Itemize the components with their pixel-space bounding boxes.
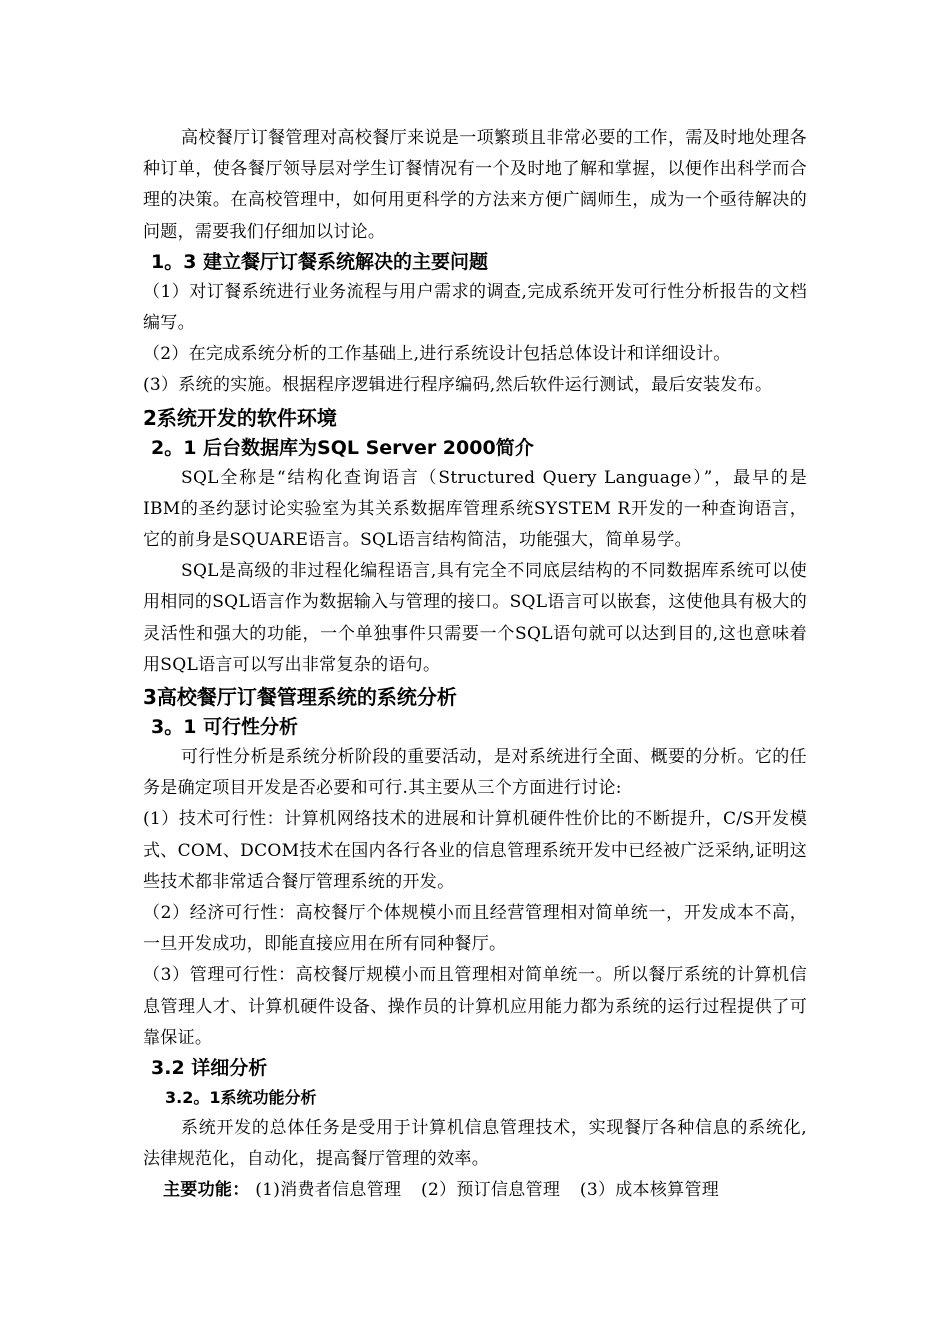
section-1-3-item: (3）系统的实施。根据程序逻辑进行程序编码,然后软件运行测试，最后安装发布。 bbox=[143, 375, 773, 396]
section-2-heading: 2系统开发的软件环境 bbox=[143, 405, 337, 430]
section-3-1-heading: 3。1 可行性分析 bbox=[151, 716, 299, 739]
section-3-1-intro: 可行性分析是系统分析阶段的重要活动，是对系统进行全面、概要的分析。它的任务是确定项目开发是否必要和可行.其主要从三个方面进行讨论: bbox=[143, 747, 807, 799]
section-1-3-heading: 1。3 建立餐厅订餐系统解决的主要问题 bbox=[151, 250, 489, 273]
section-3-2-heading: 3.2 详细分析 bbox=[151, 1057, 268, 1080]
section-3-1-item: （3）管理可行性：高校餐厅规模小而且管理相对简单统一。所以餐厅系统的计算机信息管理人才、计算机硬件设备、操作员的计算机应用能力都为系统的运行过程提供了可靠保证。 bbox=[143, 965, 807, 1048]
section-3-1-item: （2）经济可行性：高校餐厅个体规模小而且经营管理相对简单统一，开发成本不高，一旦开发成功，即能直接应用在所有同种餐厅。 bbox=[143, 903, 807, 955]
document-body bbox=[143, 123, 807, 1206]
section-2-1-paragraph: SQL全称是“结构化查询语言（Structured Query Language）”，最早的是IBM的圣约瑟讨论实验室为其关系数据库管理系统SYSTEM R开发的一种查询语言，它的前身是SQUARE语言。SQL语言结构简洁，功能强大，简单易学。 bbox=[143, 467, 807, 551]
function-item: (3）成本核算管理 bbox=[579, 1180, 720, 1201]
main-functions-label: 主要功能： bbox=[163, 1180, 250, 1201]
section-2-1-paragraph: SQL是高级的非过程化编程语言,具有完全不同底层结构的不同数据库系统可以使用相同的SQL语言作为数据输入与管理的接口。SQL语言可以嵌套，这使他具有极大的灵活性和强大的功能，一个单独事件只需要一个SQL语句就可以达到目的,这也意味着用SQL语言可以写出非常复杂的语句。 bbox=[143, 561, 807, 675]
section-3-2-1-paragraph: 系统开发的总体任务是受用于计算机信息管理技术，实现餐厅各种信息的系统化,法律规范化，自动化，提高餐厅管理的效率。 bbox=[143, 1118, 807, 1170]
section-1-3-item: （2）在完成系统分析的工作基础上,进行系统设计包括总体设计和详细设计。 bbox=[143, 344, 731, 365]
section-2-1-heading: 2。1 后台数据库为SQL Server 2000简介 bbox=[151, 436, 534, 459]
main-functions-line bbox=[163, 1175, 807, 1206]
section-3-1-item: (1）技术可行性：计算机网络技术的进展和计算机硬件性价比的不断提升，C/S开发模式、COM、DCOM技术在国内各行各业的信息管理系统开发中已经被广泛采纳,证明这些技术都非常适合餐厅管理系统的开发。 bbox=[143, 809, 807, 892]
intro-paragraph: 高校餐厅订餐管理对高校餐厅来说是一项繁琐且非常必要的工作，需及时地处理各种订单，使各餐厅领导层对学生订餐情况有一个及时地了解和掌握，以便作出科学而合理的决策。在高校管理中，如何用更科学的方法来方便广阔师生，成为一个亟待解决的问题，需要我们仔细加以讨论。 bbox=[143, 128, 807, 242]
section-3-heading: 3高校餐厅订餐管理系统的系统分析 bbox=[143, 685, 457, 710]
function-item: (1)消费者信息管理 bbox=[255, 1180, 402, 1201]
function-item: (2）预订信息管理 bbox=[421, 1180, 561, 1201]
section-3-2-1-heading: 3.2。1系统功能分析 bbox=[165, 1088, 317, 1108]
section-1-3-item: （1）对订餐系统进行业务流程与用户需求的调查,完成系统开发可行性分析报告的文档编写。 bbox=[143, 281, 807, 334]
